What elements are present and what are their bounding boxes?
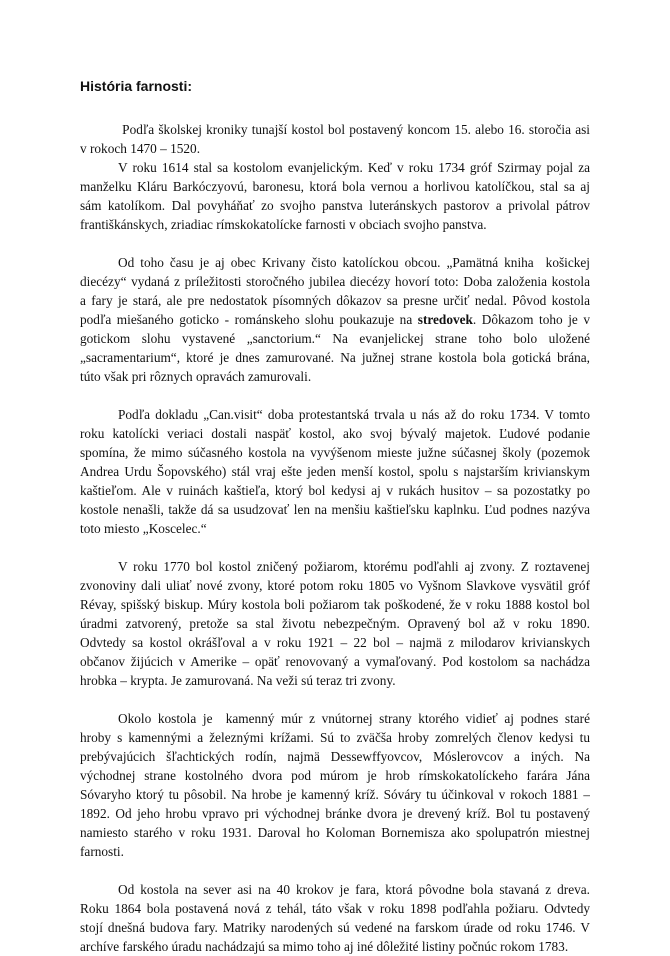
text-line: kaštieľom. Ale v ruinách kaštieľa, ktorý bol kedysi aj v rukách husitov – sa pozostatky po xyxy=(80,483,590,498)
text-line: Podľa školskej kroniky tunajší kostol bol postavený koncom 15. alebo 16. storočia asi xyxy=(118,122,590,137)
text-line: toto miesto „Koscelec.“ xyxy=(80,521,207,536)
text-line: Od toho času je aj obec Krivany čisto katolíckou obcou. „Pamätná kniha košickej xyxy=(118,255,590,270)
text-line: manželku Kláru Barkóczyovú, baronesu, ktorá bola vernou a horlivou katolíčkou, stal sa aj xyxy=(80,179,590,194)
text-line: Roku 1864 bola postavená nová z tehál, táto však v roku 1898 podľahla požiaru. Odvtedy xyxy=(80,901,590,916)
text-line: východnej strane kostolného dvora pod múrom je hrob rímskokatolíckeho farára Jána xyxy=(80,768,590,783)
text-line: podľa miešaného goticko - románskeho slohu poukazuje na stredovek. Dôkazom toho je v xyxy=(80,312,590,327)
text-line: občanov žijúcich v Amerike – opäť renovovaný a vymaľovaný. Pod kostolom sa nachádza xyxy=(80,654,590,669)
text-line: kostole nenašli, takže dá sa usudzovať len na menšiu kaštieľsku kaplnku. Ľud podnes nazýva xyxy=(80,502,590,517)
text-line: úradmi zatvorený, pretože sa stal životu nebezpečným. Opravený bol až v roku 1890. xyxy=(80,616,590,631)
text-line: zvonoviny dali uliať nové zvony, ktoré potom roku 1805 vo Vyšnom Slavkove vysvätil gróf xyxy=(80,578,590,593)
bold-term: stredovek xyxy=(417,312,473,327)
text-line: roku katolícki veriaci dostali naspäť kostol, ako svoj bývalý majetok. Ľudové podanie xyxy=(80,426,590,441)
text-line: „sacramentarium“, ktoré je dnes zamurované. Na južnej strane kostola bola gotická brána, xyxy=(80,350,590,365)
paragraph-2 xyxy=(80,253,590,386)
text-line: stojí dnešná budova fary. Matriky narodených sú vedené na farskom úrade od roku 1746. V xyxy=(80,920,590,935)
text-line: Okolo kostola je kamenný múr z vnútornej strany ktorého vidieť aj podnes staré xyxy=(118,711,590,726)
text-line: Od kostola na sever asi na 40 krokov je fara, ktorá pôvodne bola stavaná z dreva. xyxy=(118,882,590,897)
text-line: 1892. Od jeho hrobu vpravo pri východnej bránke dvora je drevený kríž. Bol tu postavený xyxy=(80,806,590,821)
text-line: archíve farského úradu nachádzajú sa mimo toho aj iné dôležité listiny počnúc rokom 1783. xyxy=(80,939,569,954)
text-line: V roku 1770 bol kostol zničený požiarom, ktorému podľahli aj zvony. Z roztavenej xyxy=(118,559,590,574)
text-line: Révay, spišský biskup. Múry kostola boli požiarom tak poškodené, že v roku 1888 kostol bol xyxy=(80,597,590,612)
paragraph-4 xyxy=(80,557,590,690)
text-line: hroby s kamennými a železnými krížami. Sú to zväčša hroby zomrelých členov kedysi tu xyxy=(80,730,590,745)
text-line: Odvtedy sa kostol okrášľoval a v roku 1921 – 22 bol – najmä z milodarov krivianskych xyxy=(80,635,590,650)
text-line: v rokoch 1470 – 1520. xyxy=(80,141,201,156)
text-line: a fary je stará, ale pre nedostatok písomných dôkazov sa presne určiť nedal. Pôvod kostola xyxy=(80,293,590,308)
text-line: Podľa dokladu „Can.visit“ doba protestantská trvala u nás až do roku 1734. V tomto xyxy=(118,407,590,422)
page-title: História farnosti: xyxy=(80,78,193,94)
text-line: františkánskych, zriadiac rímskokatolícke farnosti v obciach svojho panstva. xyxy=(80,217,487,232)
document-body xyxy=(80,120,590,956)
paragraph-6 xyxy=(80,880,590,956)
text-line: túto však pri rôznych opravách zamurovali. xyxy=(80,369,312,384)
text-line: Andrea Urdu Šopovského) stál vraj ešte jeden menší kostol, spolu s najstarším krivianskym xyxy=(80,464,590,479)
text-line: diecézy“ vydaná z príležitosti storočného jubilea diecézy hovorí toto: Doba založenia kostola xyxy=(80,274,590,289)
text-line: Sóvaryho ktorý tu pôsobil. Na hrobe je kamenný kríž. Sóváry tu účinkoval v rokoch 1881 – xyxy=(80,787,590,802)
paragraph-1 xyxy=(80,120,590,234)
text-line: gotickom slohu vystavené „sanctorium.“ Na evanjelickej strane toho bolo uložené xyxy=(80,331,590,346)
paragraph-5 xyxy=(80,709,590,861)
text-line: namiesto starého v roku 1931. Daroval ho Koloman Bornemisza ako spolupatrón miestnej xyxy=(80,825,590,840)
text-line: sám katolíkom. Dal povyháňať zo svojho panstva luteránskych pastorov a privolal pátrov xyxy=(80,198,590,213)
text-line: V roku 1614 stal sa kostolom evanjelickým. Keď v roku 1734 gróf Szirmay pojal za xyxy=(118,160,590,175)
text-line: prebývajúcich šľachtických rodín, najmä Dessewffyovcov, Móslerovcov a iných. Na xyxy=(80,749,590,764)
text-line: farnosti. xyxy=(80,844,124,859)
text-line: hrobka – krypta. Je zamurovaná. Na veži sú teraz tri zvony. xyxy=(80,673,396,688)
paragraph-3 xyxy=(80,405,590,538)
text-line: spomína, že mimo súčasného kostola na vyvýšenom mieste južne súčasnej školy (pozemok xyxy=(80,445,590,460)
